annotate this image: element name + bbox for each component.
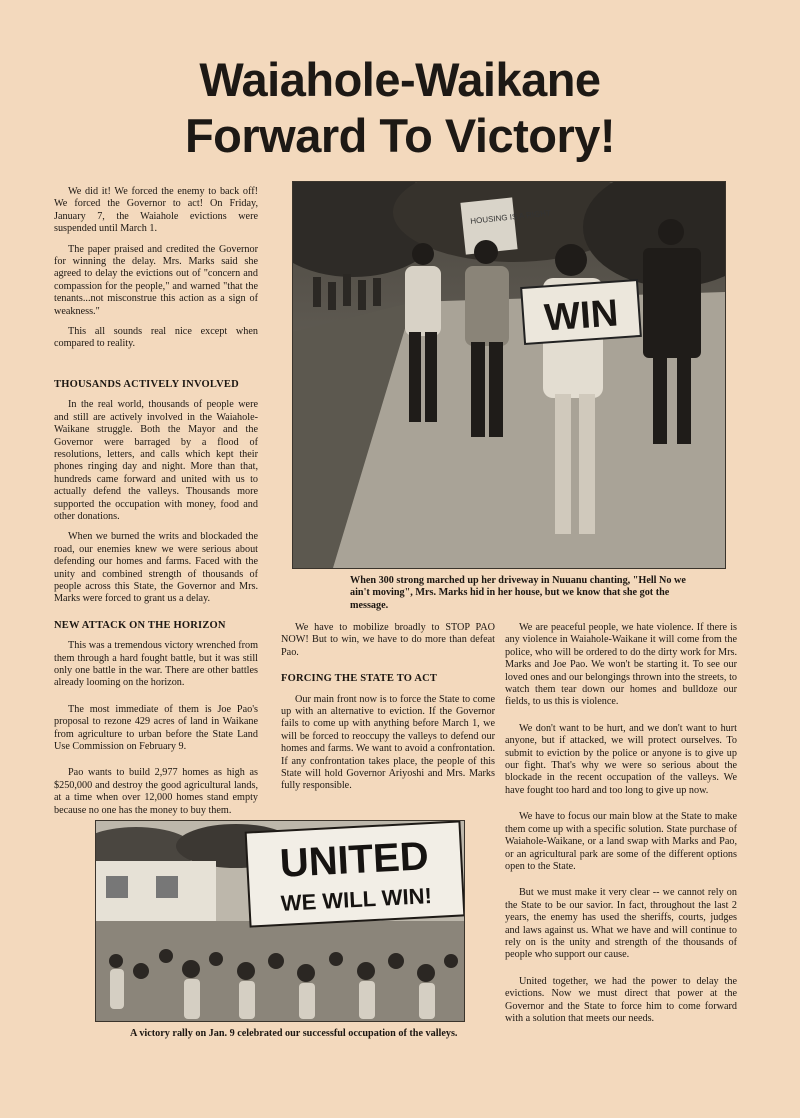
column-right xyxy=(505,622,737,1033)
paragraph: In the real world, thousands of people were and still are actively involved in the Waiahole-Waikane struggle. Both the Mayor and the Governor were barraged by a flood of resolutions, letters, and calls which kept their phones ringing day and night. More than that, hundreds came forward and united with us to actually defend the valleys. Thousands more supported the occupation with money, food and other donations. xyxy=(54,399,258,522)
rally-photo-caption: A victory rally on Jan. 9 celebrated our successful occupation of the valleys. xyxy=(130,1028,458,1039)
paragraph: Our main front now is to force the State to come up with an alternative to eviction. If the Governor fails to come up with anything before March 1, we will be forced to reoccupy the valleys to defend our homes and farms. We want to avoid a confrontation. If any confrontation takes place, the people of this State will hold Governor Ariyoshi and Mrs. Marks fully responsible. xyxy=(281,693,495,792)
banner-line-2: WE WILL WIN! xyxy=(280,883,433,916)
paragraph: We don't want to be hurt, and we don't want to hurt anyone, but if attacked, we will protect ourselves. To submit to eviction by the police or anyone is to give up our fight. That's why we were so serious about the blockade in the recent occupation of the valleys. We have fought too hard and too long to give up now. xyxy=(505,722,737,796)
section-heading: NEW ATTACK ON THE HORIZON xyxy=(54,619,226,631)
paragraph: United together, we had the power to delay the evictions. Now we must direct that power at the Governor and the State to force him to come forward with a solution that meets our needs. xyxy=(505,975,737,1024)
paragraph: Pao wants to build 2,977 homes as high as $250,000 and destroy the good agricultural lands, at a time when over 12,000 homes stand empty because no one has the money to buy them. xyxy=(54,767,258,816)
paragraph: The most immediate of them is Joe Pao's proposal to rezone 429 acres of land in Waikane from agriculture to urban before the State Land Use Commission on February 9. xyxy=(54,703,258,753)
paragraph: This was a tremendous victory wrenched from them through a hard fought battle, but it was still only one battle in the war. There are other battles already looming on the horizon. xyxy=(54,640,258,689)
march-photo xyxy=(292,181,726,569)
paragraph: This all sounds real nice except when compared to reality. xyxy=(54,326,258,350)
rally-photo xyxy=(95,820,465,1022)
paragraph: But we must make it very clear -- we cannot rely on the State to be our savior. In fact, throughout the last 2 years, the enemy has used the sheriffs, courts, judges and laws against us. What we have and will continue to rely on is the unity and strength of the thousands of people who support our cause. xyxy=(505,887,737,961)
march-photo-caption: When 300 strong marched up her driveway in Nuuanu chanting, "Hell No we ain't moving", Mrs. Marks hid in her house, but we know that she got the message. xyxy=(350,575,686,611)
paragraph: When we burned the writs and blockaded the road, our enemies knew we were serious about defending our homes and farms. Faced with the unity and combined strength of thousands of people across this State, the Governor and Mrs. Marks were forced to grant us a delay. xyxy=(54,531,258,605)
rally-photo-image xyxy=(96,821,464,1021)
sign-small-text: HOUSING IS A RIGHT xyxy=(469,208,552,226)
column-middle xyxy=(281,622,495,801)
banner-line-1: UNITED xyxy=(278,834,430,886)
paragraph: We have to mobilize broadly to STOP PAO NOW! But to win, we have to do more than defeat Pao. xyxy=(281,622,495,658)
headline-line-1: Waiahole-Waikane xyxy=(199,53,601,106)
paragraph: We are peaceful people, we hate violence. If there is any violence in Waiahole-Waikane it will come from the police, who will be ordered to do the dirty work for Mrs. Marks and Joe Pao. We won't be starting it. To see our loved ones and our belongings thrown into the streets, to watch them tear down our homes and bulldoze our fields, to us this is violence. xyxy=(505,622,737,708)
column-left xyxy=(54,186,258,825)
headline-line-2: Forward To Victory! xyxy=(184,109,616,162)
section-heading: THOUSANDS ACTIVELY INVOLVED xyxy=(54,378,239,390)
paragraph: The paper praised and credited the Governor for winning the delay. Mrs. Marks said she agreed to delay the evictions out of "concern and compassion for the people," and warned "that the tenants...not misconstrue this action as a sign of weakness." xyxy=(54,243,258,317)
win-sign-text: WIN xyxy=(542,292,620,340)
paragraph: We did it! We forced the enemy to back off! We forced the Governor to act! On Friday, January 7, the Waiahole evictions were suspended until March 1. xyxy=(54,186,258,235)
march-photo-image xyxy=(293,182,725,568)
section-heading: FORCING THE STATE TO ACT xyxy=(281,673,438,685)
headline xyxy=(0,52,800,164)
paragraph: We have to focus our main blow at the State to make them come up with a specific solution. State purchase of Waiahole-Waikane, or a land swap with Marks and Pao, or an agricultural park are some of the different options open to the State. xyxy=(505,811,737,872)
